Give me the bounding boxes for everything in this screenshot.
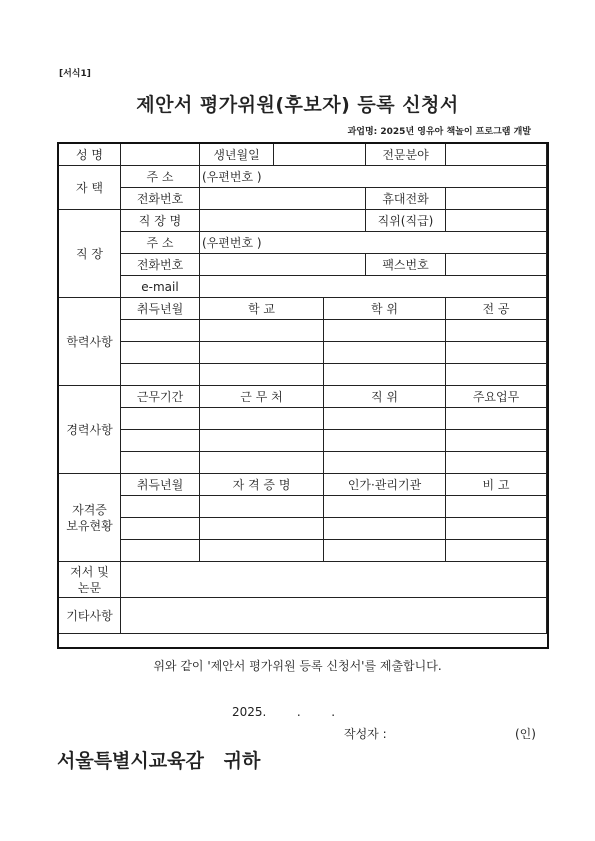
career-row [59,452,547,474]
certificates-header-note: 비 고 [446,474,547,496]
career-header-period: 근무기간 [121,386,200,408]
mobile-field[interactable] [446,188,547,210]
home-phone-label: 전화번호 [121,188,200,210]
certificates-label-line1: 자격증 [72,502,107,517]
other-label: 기타사항 [59,598,121,634]
certificates-label-line2: 보유현황 [66,518,113,533]
workplace-label: 직 장 명 [121,210,200,232]
position-label: 직위(직급) [366,210,446,232]
publications-label [59,562,121,598]
education-row [59,320,547,342]
career-header-duties: 주요업무 [446,386,547,408]
seal-mark: (인) [515,727,536,741]
certificate-row [59,518,547,540]
publications-label-line2: 논문 [77,580,102,595]
career-header-workplace: 근 무 처 [200,386,324,408]
publications-field[interactable] [121,562,547,598]
work-address-field[interactable]: (우편번호 ) [200,232,547,254]
fax-label: 팩스번호 [366,254,446,276]
email-field[interactable] [200,276,547,298]
education-row [59,342,547,364]
work-phone-field[interactable] [200,254,366,276]
work-phone-label: 전화번호 [121,254,200,276]
name-label: 성 명 [59,144,121,166]
writer-label: 작성자 : [344,727,387,741]
work-section-label: 직 장 [59,210,121,298]
expertise-field[interactable] [446,144,547,166]
education-row [59,364,547,386]
birthdate-label: 생년월일 [200,144,274,166]
career-row [59,430,547,452]
home-section-label: 자 택 [59,166,121,210]
education-header-major: 전 공 [446,298,547,320]
other-field[interactable] [121,598,547,634]
mobile-label: 휴대전화 [366,188,446,210]
education-section-label: 학력사항 [59,298,121,386]
publications-label-line1: 저서 및 [70,564,109,579]
birthdate-field[interactable] [274,144,366,166]
name-field[interactable] [121,144,200,166]
work-address-label: 주 소 [121,232,200,254]
expertise-label: 전문분야 [366,144,446,166]
email-label: e-mail [121,276,200,298]
home-address-label: 주 소 [121,166,200,188]
home-phone-field[interactable] [200,188,366,210]
addressee: 서울특별시교육감 귀하 [57,750,261,772]
fax-field[interactable] [446,254,547,276]
certificate-row [59,540,547,562]
project-name: 과업명: 2025년 영유아 책놀이 프로그램 개발 [347,127,531,137]
certificates-header-date: 취득년월 [121,474,200,496]
certificates-section-label [59,474,121,562]
home-address-field[interactable]: (우편번호 ) [200,166,547,188]
career-header-position: 직 위 [324,386,446,408]
declaration-text: 위와 같이 '제안서 평가위원 등록 신청서'를 제출합니다. [153,659,442,673]
certificates-header-authority: 인가·관리기관 [324,474,446,496]
career-section-label: 경력사항 [59,386,121,474]
career-row [59,408,547,430]
education-header-degree: 학 위 [324,298,446,320]
education-header-school: 학 교 [200,298,324,320]
certificate-row [59,496,547,518]
position-field[interactable] [446,210,547,232]
form-number: [서식1] [59,69,91,79]
page-title: 제안서 평가위원(후보자) 등록 신청서 [136,94,459,116]
certificates-header-name: 자 격 증 명 [200,474,324,496]
education-header-date: 취득년월 [121,298,200,320]
workplace-field[interactable] [200,210,366,232]
submission-date: 2025. . . [232,705,336,719]
application-form-table [58,143,547,634]
